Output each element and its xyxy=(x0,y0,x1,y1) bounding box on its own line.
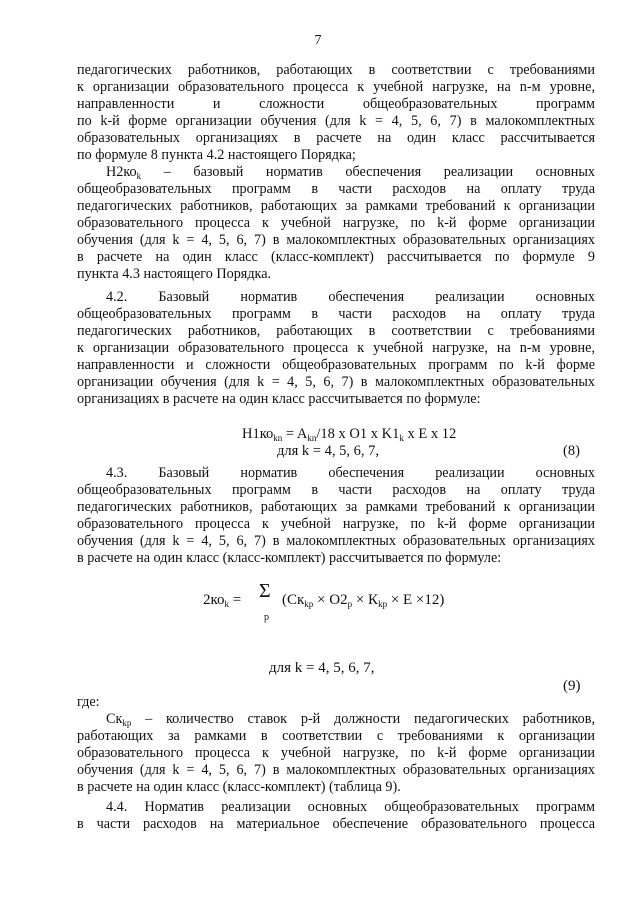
formula-9-number: (9) xyxy=(563,678,581,694)
text-line: обучения (для k = 4, 5, 6, 7) в малокомплектных образовательных организациях xyxy=(77,232,595,248)
text-line: в части расходов на материальное обеспечение образовательного процесса xyxy=(77,816,595,832)
text-line: образовательного процесса к учебной нагрузке, по k-й форме организации xyxy=(77,215,595,231)
text-line: обучения (для k = 4, 5, 6, 7) в малокомплектных образовательных организациях xyxy=(77,762,595,778)
text-line: общеобразовательных программ в части расходов на оплату труда xyxy=(77,482,595,498)
sigma-symbol: Σ xyxy=(259,580,271,602)
formula-8: $H1ко_{kn} = A_{kn}/18$ x O1 x $K1_k$ x E x 12 xyxy=(242,426,457,443)
sigma-subscript: p xyxy=(264,612,269,623)
section-4-2-line: 4.2. Базовый норматив обеспечения реализации основных xyxy=(106,289,595,305)
text-line: общеобразовательных программ в части расходов на оплату труда xyxy=(77,306,595,322)
sk-definition-line: $Ск_{kp}$ – количество ставок р-й должности педагогических работников, xyxy=(106,711,595,728)
text-line: обучения (для k = 4, 5, 6, 7) в малокомплектных образовательных организациях xyxy=(77,533,595,549)
text-line: направленности и сложности общеобразовательных программ по k-й форме xyxy=(77,357,595,373)
text-line: работающих за рамками в соответствии с требованиями к организации xyxy=(77,728,595,744)
formula-8-condition: для k = 4, 5, 6, 7, xyxy=(277,443,379,459)
text-line: по формуле 8 пункта 4.2 настоящего Порядка; xyxy=(77,147,356,163)
where-label: где: xyxy=(77,694,100,710)
formula-9-lhs: $2ко_k$ = xyxy=(203,592,242,609)
formula-9-condition: для k = 4, 5, 6, 7, xyxy=(269,660,375,676)
text-line: по k-й форме организации обучения (для k = 4, 5, 6, 7) в малокомплектных xyxy=(77,113,595,129)
formula-9-body: $(Ск_{kp} \times О2_p \times К_{kp} \times Е \times 12)$ xyxy=(282,592,445,609)
text-line: педагогических работников, работающих в соответствии с требованиями xyxy=(77,62,595,78)
formula-8-number: (8) xyxy=(563,443,580,459)
section-4-4-line: 4.4. Норматив реализации основных общеобразовательных программ xyxy=(106,799,595,815)
text-line: направленности и сложности общеобразовательных программ xyxy=(77,96,595,112)
section-4-3-line: 4.3. Базовый норматив обеспечения реализации основных xyxy=(106,465,595,481)
text-line: образовательного процесса к учебной нагрузке, по k-й форме организации xyxy=(77,516,595,532)
text-line: в расчете на один класс (класс-комплект) рассчитывается по формуле: xyxy=(77,550,502,566)
text-line: в расчете на один класс (класс-комплект) (таблица 9). xyxy=(77,779,401,795)
text-line: педагогических работников, работающих за рамками требований к организации xyxy=(77,198,595,214)
h2-definition-line: $H2ко_k$ – базовый норматив обеспечения реализации основных xyxy=(106,164,595,181)
text-line: пункта 4.3 настоящего Порядка. xyxy=(77,266,272,282)
text-line: организациях в расчете на один класс рассчитывается по формуле: xyxy=(77,391,481,407)
text-line: в расчете на один класс (класс-комплект) рассчитывается по формуле 9 xyxy=(77,249,595,265)
text-line: к организации образовательного процесса к учебной нагрузке, на n-м уровне, xyxy=(77,340,595,356)
text-line: организации обучения (для k = 4, 5, 6, 7) в малокомплектных образовательных xyxy=(77,374,595,390)
page-number: 7 xyxy=(314,33,322,48)
text-line: общеобразовательных программ в части расходов на оплату труда xyxy=(77,181,595,197)
text-line: педагогических работников, работающих за рамками требований к организации xyxy=(77,499,595,515)
text-line: педагогических работников, работающих в соответствии с требованиями xyxy=(77,323,595,339)
text-line: образовательного процесса к учебной нагрузке, по k-й форме организации xyxy=(77,745,595,761)
text-line: к организации образовательного процесса к учебной нагрузке, на n-м уровне, xyxy=(77,79,595,95)
text-line: образовательных организациях в расчете на один класс рассчитывается xyxy=(77,130,595,146)
